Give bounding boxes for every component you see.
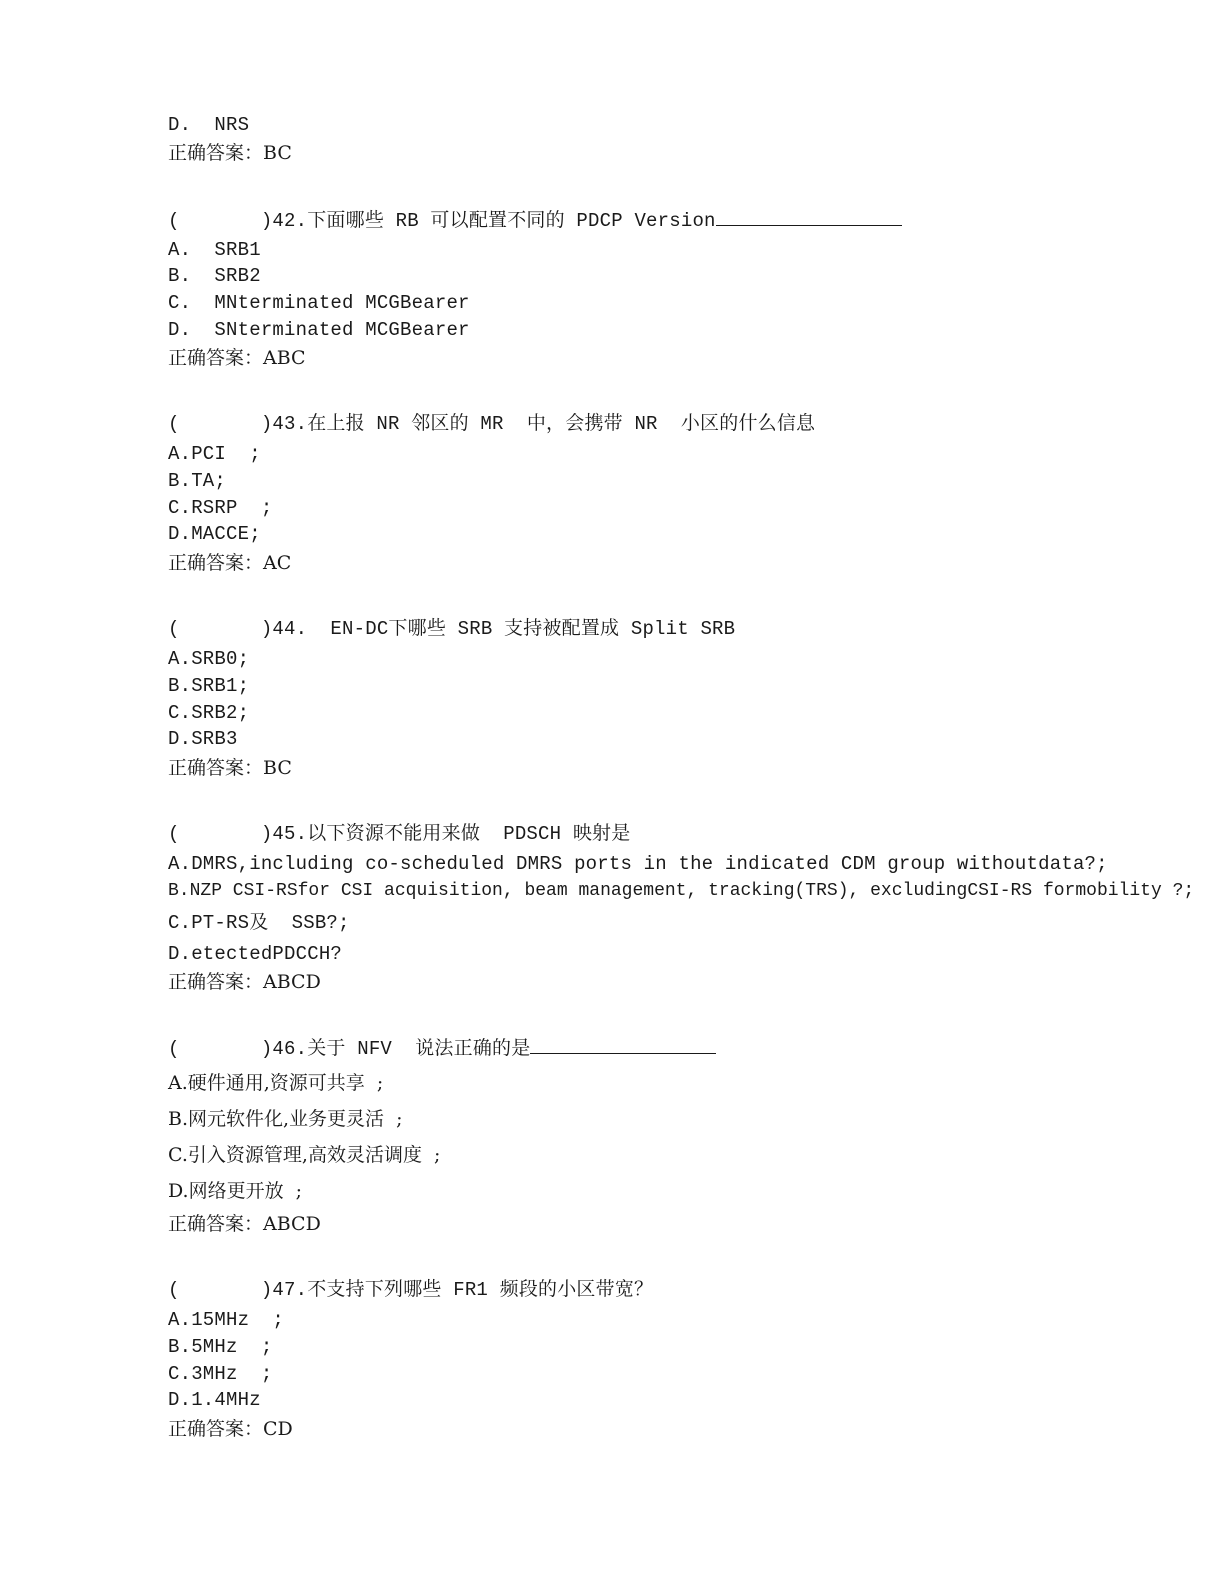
question-47-option-a: A.15MHz ; xyxy=(168,1309,285,1331)
question-43-option-c: C.RSRP ; xyxy=(168,497,273,519)
question-44-option-c: C.SRB2; xyxy=(168,702,250,724)
question-45-answer: 正确答案：ABCD xyxy=(168,971,321,993)
question-43-answer: 正确答案：AC xyxy=(168,552,292,574)
option-d: D. NRS xyxy=(168,114,250,136)
question-44-option-a: A.SRB0; xyxy=(168,648,250,670)
question-42-option-d: D. SNterminated MCGBearer xyxy=(168,319,470,341)
question-46-stem xyxy=(168,1035,716,1061)
question-43-option-b: B.TA; xyxy=(168,470,227,492)
question-46-option-c: C.引入资源管理,高效灵活调度 ; xyxy=(168,1144,441,1166)
question-45-option-a: A.DMRS,including co-scheduled DMRS ports in the indicated CDM group withoutdata?; xyxy=(168,853,1108,875)
question-44-answer: 正确答案：BC xyxy=(168,757,292,779)
question-45-option-b: B.NZP CSI-RSfor CSI acquisition, beam management, tracking(TRS), excludingCSI-RS formobility ?; xyxy=(168,881,1195,901)
question-47-stem: ( )47.不支持下列哪些 FR1 频段的小区带宽？ xyxy=(168,1279,654,1301)
question-stem-text: ( )46.关于 NFV 说法正确的是 xyxy=(168,1038,531,1060)
question-45-option-c: C.PT-RS及 SSB?; xyxy=(168,912,350,934)
question-47-option-b: B.5MHz ; xyxy=(168,1336,273,1358)
question-45-stem: ( )45.以下资源不能用来做 PDSCH 映射是 xyxy=(168,823,631,845)
question-43-stem: ( )43.在上报 NR 邻区的 MR 中，会携带 NR 小区的什么信息 xyxy=(168,413,816,435)
question-44-stem: ( )44. EN-DC下哪些 SRB 支持被配置成 Split SRB xyxy=(168,618,736,640)
answer-blank xyxy=(716,207,902,226)
question-46-option-a: A.硬件通用,资源可共享 ; xyxy=(168,1072,384,1094)
question-42-option-a: A. SRB1 xyxy=(168,239,261,261)
question-42-option-c: C. MNterminated MCGBearer xyxy=(168,292,470,314)
question-44-option-b: B.SRB1; xyxy=(168,675,250,697)
question-43-option-a: A.PCI ; xyxy=(168,443,261,465)
answer-blank xyxy=(530,1035,716,1054)
question-46-option-b: B.网元软件化,业务更灵活 ; xyxy=(168,1108,403,1130)
answer-line: 正确答案：BC xyxy=(168,142,292,164)
question-47-option-d: D.1.4MHz xyxy=(168,1389,261,1411)
question-47-answer: 正确答案：CD xyxy=(168,1418,293,1440)
question-42-stem xyxy=(168,207,902,233)
question-47-option-c: C.3MHz ; xyxy=(168,1363,273,1385)
question-42-option-b: B. SRB2 xyxy=(168,265,261,287)
question-42-answer: 正确答案：ABC xyxy=(168,347,306,369)
question-stem-text: ( )42.下面哪些 RB 可以配置不同的 PDCP Version xyxy=(168,210,716,232)
question-43-option-d: D.MACCE; xyxy=(168,523,261,545)
question-45-option-d: D.etectedPDCCH? xyxy=(168,943,343,965)
question-44-option-d: D.SRB3 xyxy=(168,728,238,750)
question-46-answer: 正确答案：ABCD xyxy=(168,1213,321,1235)
question-46-option-d: D.网络更开放 ; xyxy=(168,1180,303,1202)
